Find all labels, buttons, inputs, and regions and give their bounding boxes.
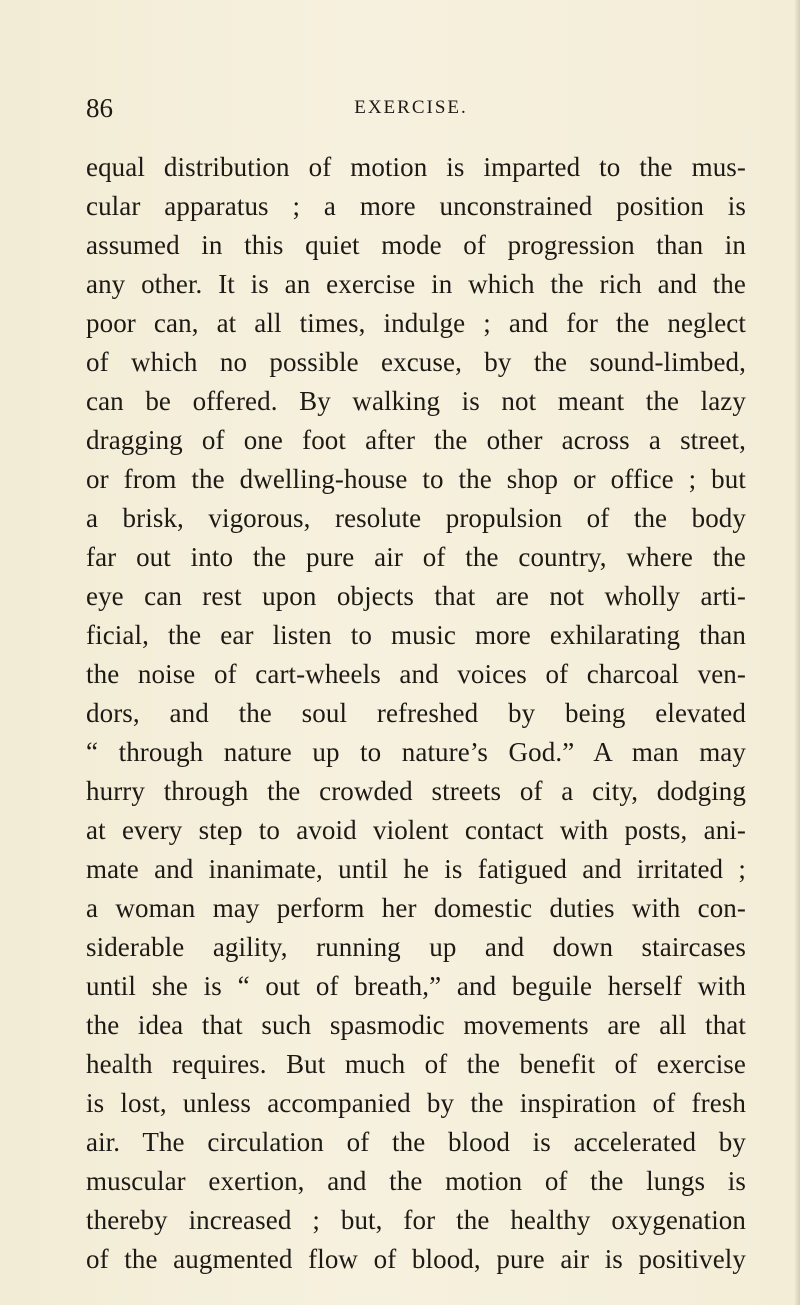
text-line: thereby increased ; but, for the healthy oxygenation [86, 1205, 746, 1235]
text-line: health requires. But much of the benefit of exercise [86, 1049, 746, 1079]
text-line: of which no possible excuse, by the sound-limbed, [86, 347, 746, 377]
text-line: a brisk, vigorous, resolute propulsion of the body [86, 503, 746, 533]
text-line: a woman may perform her domestic duties with con- [86, 893, 746, 923]
text-line: at every step to avoid violent contact with posts, ani- [86, 815, 746, 845]
text-line: hurry through the crowded streets of a city, dodging [86, 776, 746, 806]
text-line: “ through nature up to nature’s God.” A man may [86, 737, 746, 767]
text-line: until she is “ out of breath,” and beguile herself with [86, 971, 746, 1001]
text-line: dors, and the soul refreshed by being elevated [86, 698, 746, 728]
text-line: eye can rest upon objects that are not wholly arti- [86, 581, 746, 611]
text-line: poor can, at all times, indulge ; and for the neglect [86, 308, 746, 338]
text-line: is lost, unless accompanied by the inspiration of fresh [86, 1088, 746, 1118]
page-number: 86 [86, 93, 113, 123]
running-head: EXERCISE. [354, 97, 468, 118]
text-line: any other. It is an exercise in which the rich and the [86, 269, 746, 299]
text-line: assumed in this quiet mode of progression than in [86, 230, 746, 260]
text-line: air. The circulation of the blood is accelerated by [86, 1127, 746, 1157]
text-line: the idea that such spasmodic movements are all that [86, 1010, 746, 1040]
text-line: cular apparatus ; a more unconstrained position is [86, 191, 746, 221]
text-line: or from the dwelling-house to the shop or office ; but [86, 464, 746, 494]
page-edge-shadow [794, 0, 800, 1305]
text-line: can be offered. By walking is not meant the lazy [86, 386, 746, 416]
text-line: equal distribution of motion is imparted to the mus- [86, 152, 746, 182]
text-line: muscular exertion, and the motion of the lungs is [86, 1166, 746, 1196]
text-line: ficial, the ear listen to music more exhilarating than [86, 620, 746, 650]
text-line: mate and inanimate, until he is fatigued and irritated ; [86, 854, 746, 884]
text-line: of the augmented flow of blood, pure air is positively [86, 1244, 746, 1274]
page-header [86, 92, 736, 132]
text-line: far out into the pure air of the country, where the [86, 542, 746, 572]
text-line: the noise of cart-wheels and voices of charcoal ven- [86, 659, 746, 689]
text-line: dragging of one foot after the other across a street, [86, 425, 746, 455]
body-text [86, 148, 746, 1279]
text-line: siderable agility, running up and down staircases [86, 932, 746, 962]
